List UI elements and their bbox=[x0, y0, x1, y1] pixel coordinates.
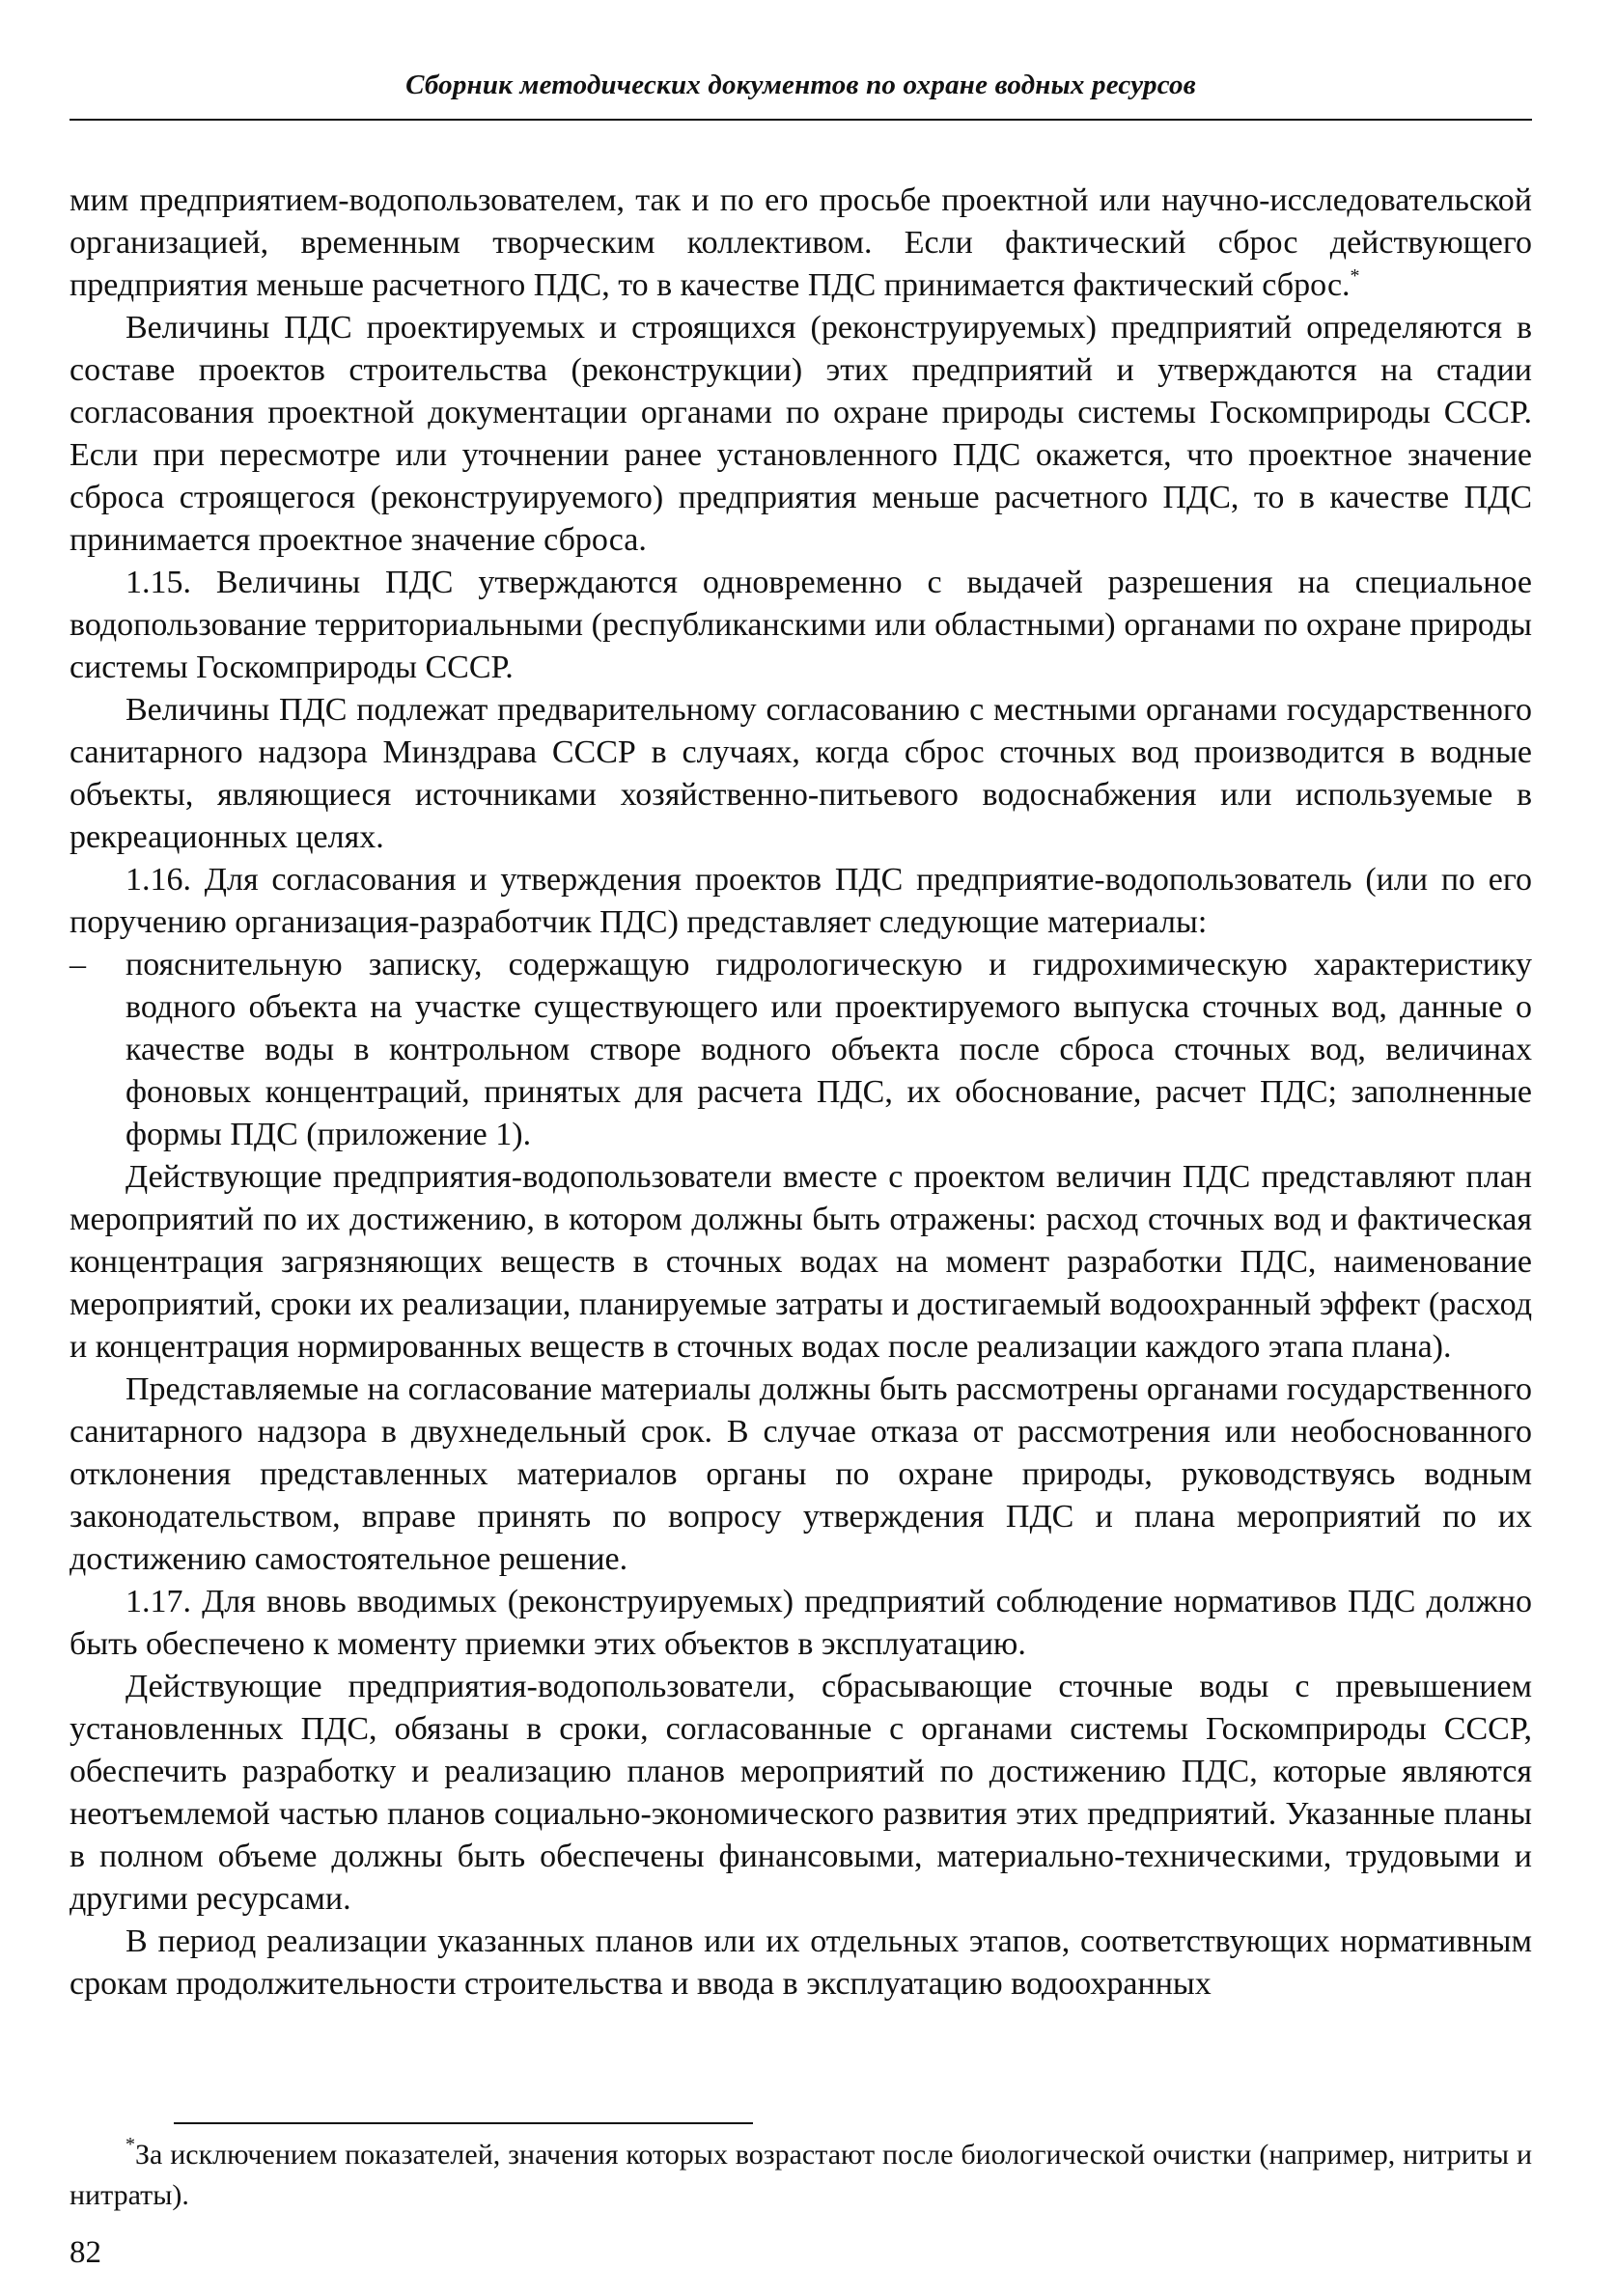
running-header: Сборник методических документов по охране водных ресурсов bbox=[405, 69, 1196, 100]
header-rule bbox=[70, 119, 1532, 121]
paragraph: Действующие предприятия-водопользователи вместе с проектом величин ПДС представляют план мероприятий по их достижению, в котором должны быть отражены: расход сточных вод и фактическая концентрация загрязняющих веществ в сточных водах на момент разработки ПДС, наименование мероприятий, сроки их реализации, планируемые затраты и достигаемый водоохранный эффект (расход и концентрация нормированных веществ в сточных водах после реализации каждого этапа плана). bbox=[70, 1159, 1532, 1365]
paragraph: В период реализации указанных планов или их отдельных этапов, соответствующих нормативным срокам продолжительности строительства и ввода в эксплуатацию водоохранных bbox=[70, 1923, 1532, 2002]
paragraph bbox=[70, 180, 1532, 307]
paragraph: Величины ПДС проектируемых и строящихся (реконструируемых) предприятий определяются в составе проектов строительства (реконструкции) этих предприятий и утверждаются на стадии согласования проектной документации органами по охране природы системы Госкомприроды СССР. Если при пересмотре или уточнении ранее установленного ПДС окажется, что проектное значение сброса строящегося (реконструируемого) предприятия меньше расчетного ПДС, то в качестве ПДС принимается проектное значение сброса. bbox=[70, 310, 1532, 558]
page-number: 82 bbox=[70, 2235, 101, 2270]
paragraph: Действующие предприятия-водопользователи, сбрасывающие сточные воды с превышением установленных ПДС, обязаны в сроки, согласованные с органами системы Госкомприроды СССР, обеспечить разработку и реализацию планов мероприятий по достижению ПДС, которые являются неотъемлемой частью планов социально-экономического развития этих предприятий. Указанные планы в полном объеме должны быть обеспечены финансовыми, материально-техническими, трудовыми и другими ресурсами. bbox=[70, 1669, 1532, 1917]
paragraph: Величины ПДС подлежат предварительному согласованию с местными органами государственного санитарного надзора Минздрава СССР в случаях, когда сброс сточных вод производится в водные объекты, являющиеся источниками хозяйственно-питьевого водоснабжения или используемые в рекреационных целях. bbox=[70, 692, 1532, 855]
list-item-text: пояснительную записку, содержащую гидрологическую и гидрохимическую характеристику водного объекта на участке существующего или проектируемого выпуска сточных вод, данные о качестве воды в контрольном створе водного объекта после сброса сточных вод, величинах фоновых концентраций, принятых для расчета ПДС, их обоснование, расчет ПДС; заполненные формы ПДС (приложение 1). bbox=[125, 947, 1532, 1152]
main-text bbox=[70, 180, 1532, 2006]
footnote-rule bbox=[174, 2122, 753, 2124]
footnote-text: За исключением показателей, значения которых возрастают после биологической очистки (например, нитриты и нитраты). bbox=[70, 2139, 1532, 2211]
dash-bullet: – bbox=[70, 947, 86, 982]
paragraph-text: мим предприятием-водопользователем, так и по его просьбе проектной или научно-исследовательской организацией, временным творческим коллективом. Если фактический сброс действующего предприятия меньше расчетного ПДС, то в качестве ПДС принимается фактический сброс. bbox=[70, 182, 1532, 303]
paragraph: 1.17. Для вновь вводимых (реконструируемых) предприятий соблюдение нормативов ПДС должно быть обеспечено к моменту приемки этих объектов в эксплуатацию. bbox=[70, 1584, 1532, 1662]
footnote-paragraph bbox=[70, 2135, 1532, 2216]
paragraph: 1.15. Величины ПДС утверждаются одновременно с выдачей разрешения на специальное водопользование территориальными (республиканскими или областными) органами по охране природы системы Госкомприроды СССР. bbox=[70, 565, 1532, 685]
footnote-marker: * bbox=[125, 2134, 135, 2155]
paragraph: Представляемые на согласование материалы должны быть рассмотрены органами государственного санитарного надзора в двухнедельный срок. В случае отказа от рассмотрения или необоснованного отклонения представленных материалов органы по охране природы, руководствуясь водным законодательством, вправе принять по вопросу утверждения ПДС и плана мероприятий по их достижению самостоятельное решение. bbox=[70, 1371, 1532, 1577]
footnote bbox=[70, 2135, 1532, 2216]
footnote-marker: * bbox=[1350, 265, 1360, 287]
paragraph: 1.16. Для согласования и утверждения проектов ПДС предприятие-водопользователь (или по его поручению организация-разработчик ПДС) представляет следующие материалы: bbox=[70, 862, 1532, 940]
dash-list-item bbox=[70, 944, 1532, 1156]
